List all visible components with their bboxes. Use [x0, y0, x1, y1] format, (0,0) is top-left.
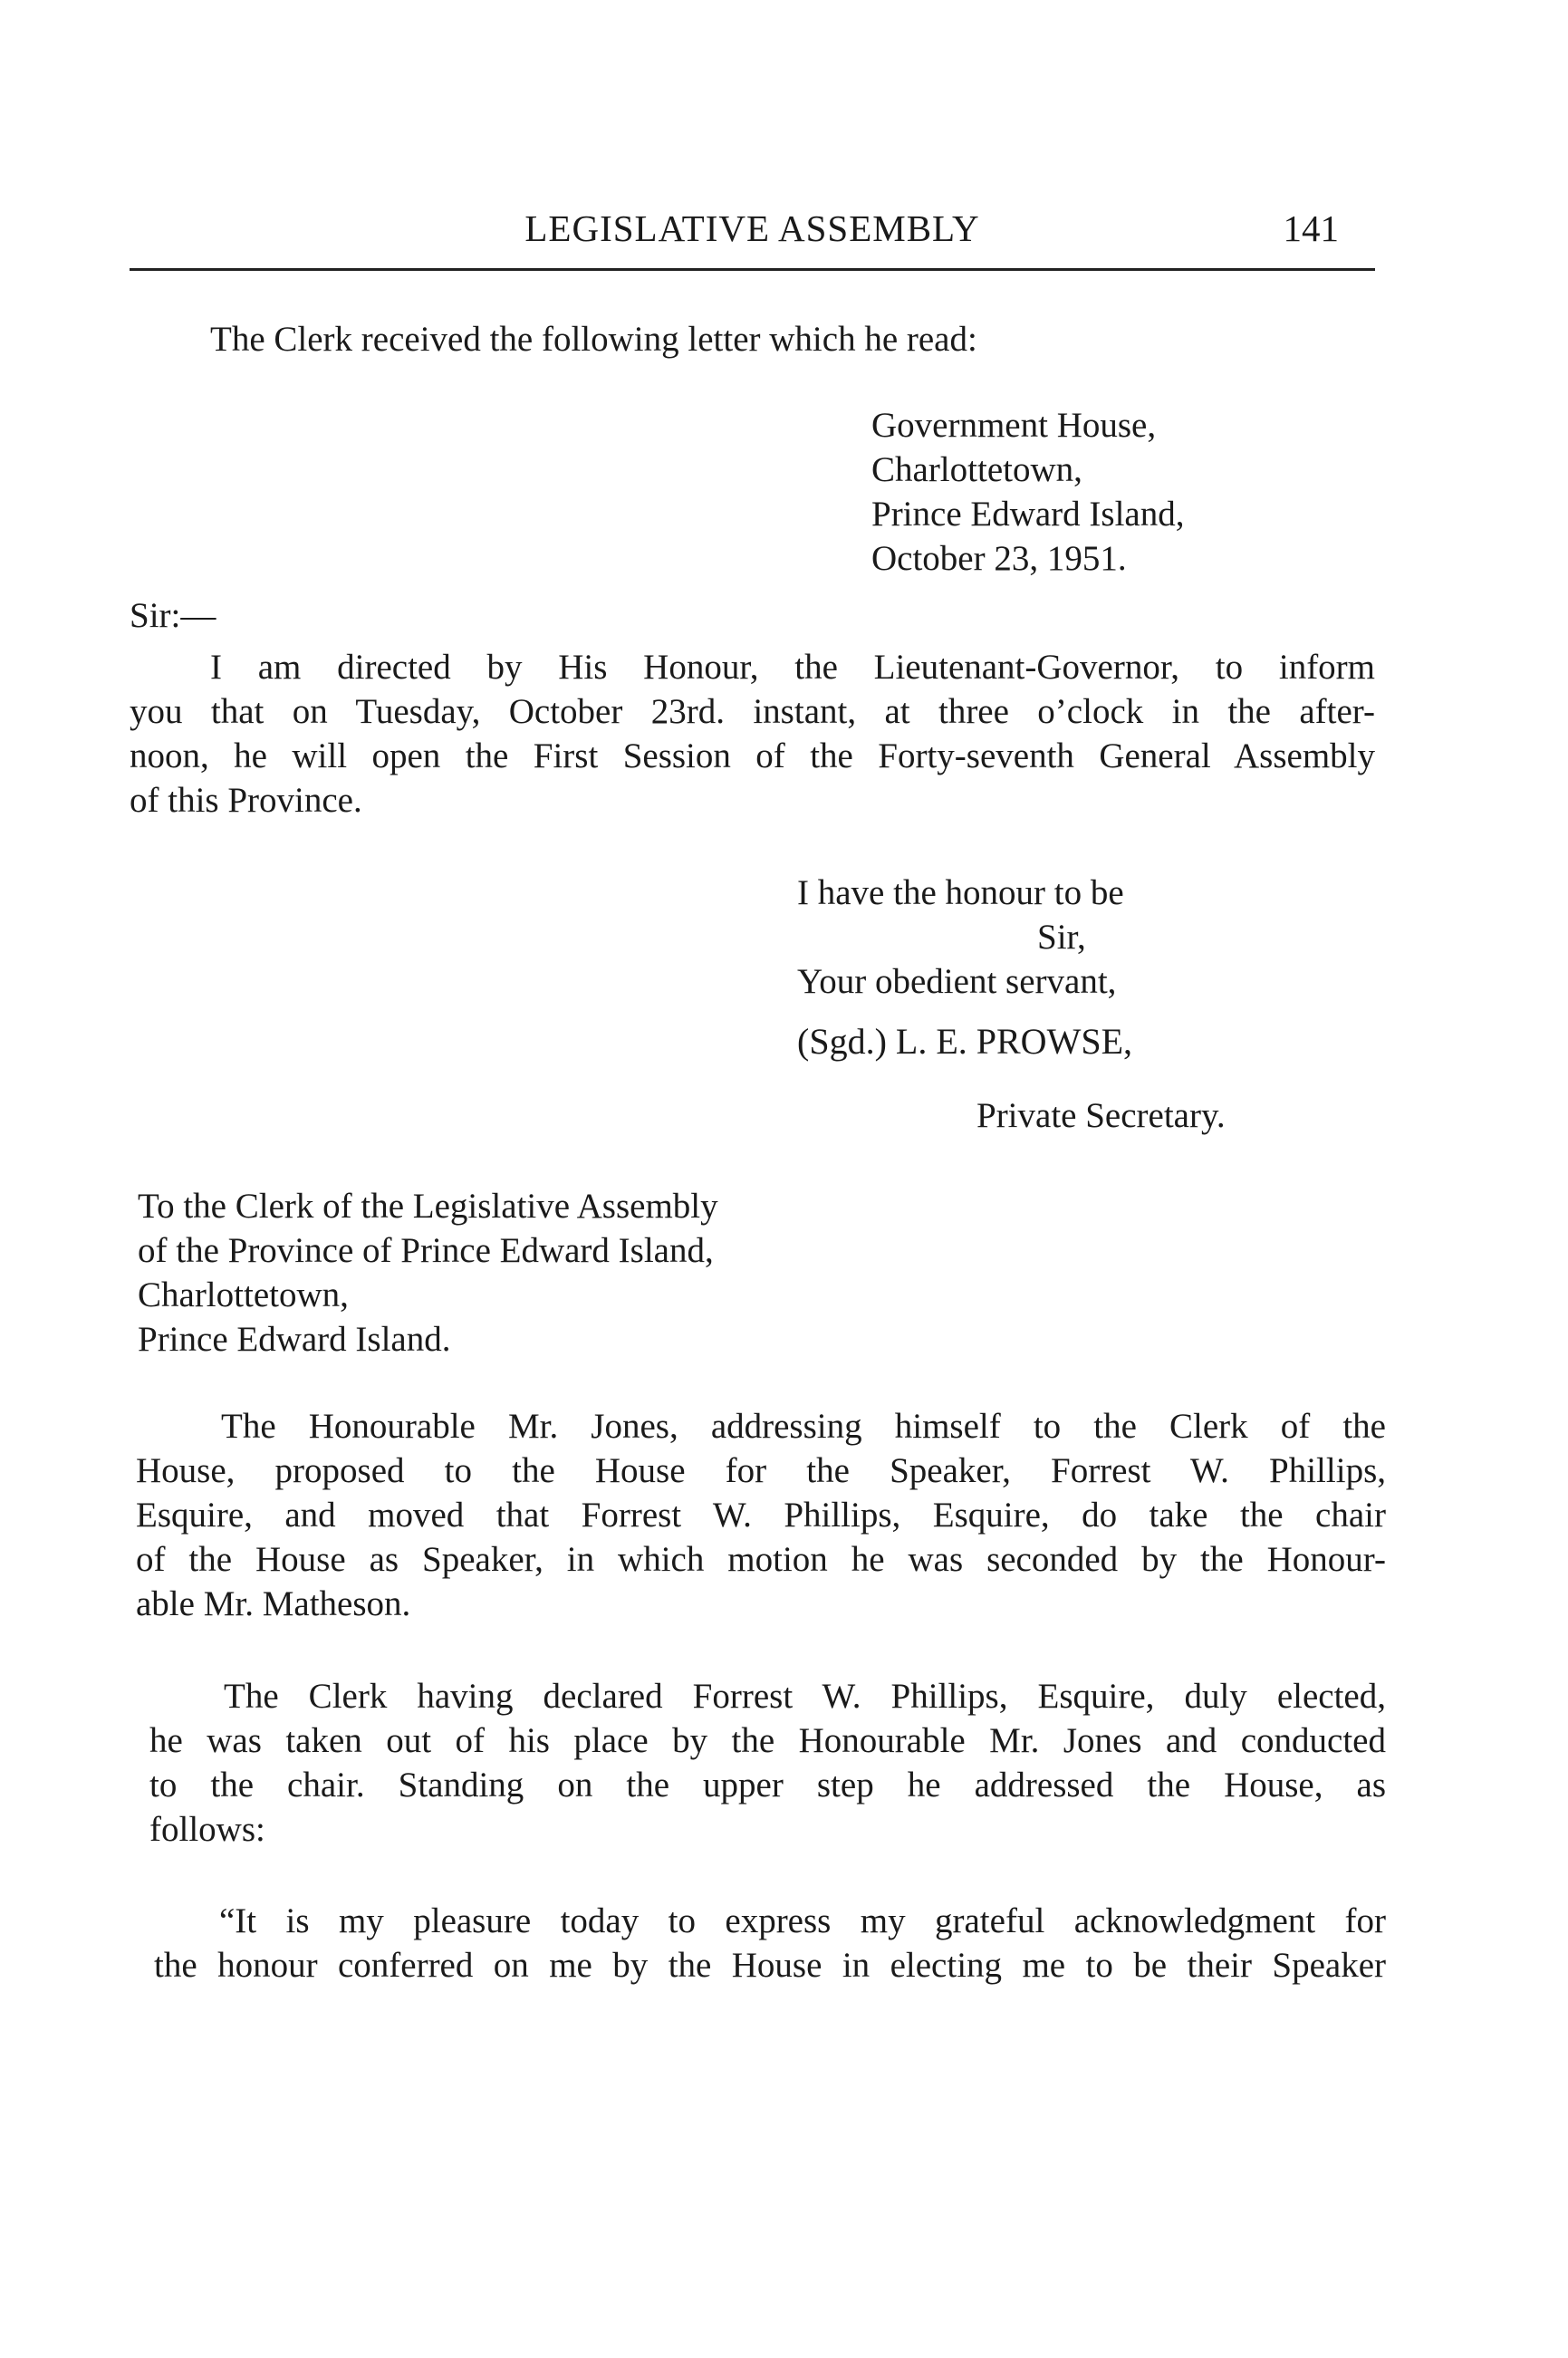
- salutation: Sir:—: [130, 596, 216, 635]
- paragraph-line: Esquire, and moved that Forrest W. Phillips, Esquire, do take the chair: [136, 1496, 1386, 1535]
- paragraph-election: [149, 1674, 1386, 1852]
- address-line: Government House,: [871, 406, 1157, 445]
- address-line: October 23, 1951.: [871, 539, 1127, 578]
- paragraph-line: The Clerk having declared Forrest W. Phillips, Esquire, duly elected,: [224, 1677, 1386, 1716]
- recipient-line: Charlottetown,: [138, 1275, 349, 1314]
- paragraph-line: follows:: [149, 1810, 265, 1849]
- recipient-line: of the Province of Prince Edward Island,: [138, 1231, 714, 1270]
- paragraph-line: the honour conferred on me by the House in electing me to be their Speaker: [154, 1946, 1386, 1985]
- letter-line: noon, he will open the First Session of the Forty-seventh General Assembly: [130, 736, 1375, 775]
- paragraph-speech: [154, 1899, 1386, 1987]
- closing-line-2: Sir,: [1037, 918, 1086, 957]
- letter-line: I am directed by His Honour, the Lieutenant-Governor, to inform: [210, 648, 1375, 687]
- intro-line: The Clerk received the following letter which he read:: [210, 320, 977, 359]
- recipient-line: Prince Edward Island.: [138, 1320, 451, 1359]
- letter-line: you that on Tuesday, October 23rd. instant, at three o’clock in the after-: [130, 692, 1375, 731]
- address-line: Prince Edward Island,: [871, 495, 1185, 534]
- paragraph-line: of the House as Speaker, in which motion he was seconded by the Honour-: [136, 1540, 1386, 1579]
- recipient-line: To the Clerk of the Legislative Assembly: [138, 1187, 718, 1226]
- closing-line-3: Your obedient servant,: [797, 962, 1117, 1001]
- sender-address-block: [871, 403, 1184, 581]
- letter-line: of this Province.: [130, 781, 362, 820]
- header-rule: [130, 268, 1375, 271]
- paragraph-nomination: [136, 1404, 1386, 1626]
- address-line: Charlottetown,: [871, 450, 1082, 489]
- page-number: 141: [1283, 207, 1339, 249]
- recipient-block: [138, 1184, 718, 1362]
- paragraph-line: House, proposed to the House for the Speaker, Forrest W. Phillips,: [136, 1451, 1386, 1490]
- signature: (Sgd.) L. E. PROWSE,: [797, 1021, 1132, 1062]
- header-title: LEGISLATIVE ASSEMBLY: [524, 207, 980, 249]
- paragraph-line: “It is my pleasure today to express my grateful acknowledgment for: [219, 1901, 1386, 1940]
- paragraph-line: able Mr. Matheson.: [136, 1584, 411, 1623]
- paragraph-line: to the chair. Standing on the upper step he addressed the House, as: [149, 1766, 1386, 1805]
- paragraph-line: The Honourable Mr. Jones, addressing himself to the Clerk of the: [221, 1407, 1386, 1446]
- signatory-title: Private Secretary.: [976, 1096, 1226, 1135]
- letter-body: [130, 645, 1375, 823]
- paragraph-line: he was taken out of his place by the Honourable Mr. Jones and conducted: [149, 1721, 1386, 1760]
- running-header: [130, 207, 1375, 261]
- closing-line-1: I have the honour to be: [797, 873, 1124, 912]
